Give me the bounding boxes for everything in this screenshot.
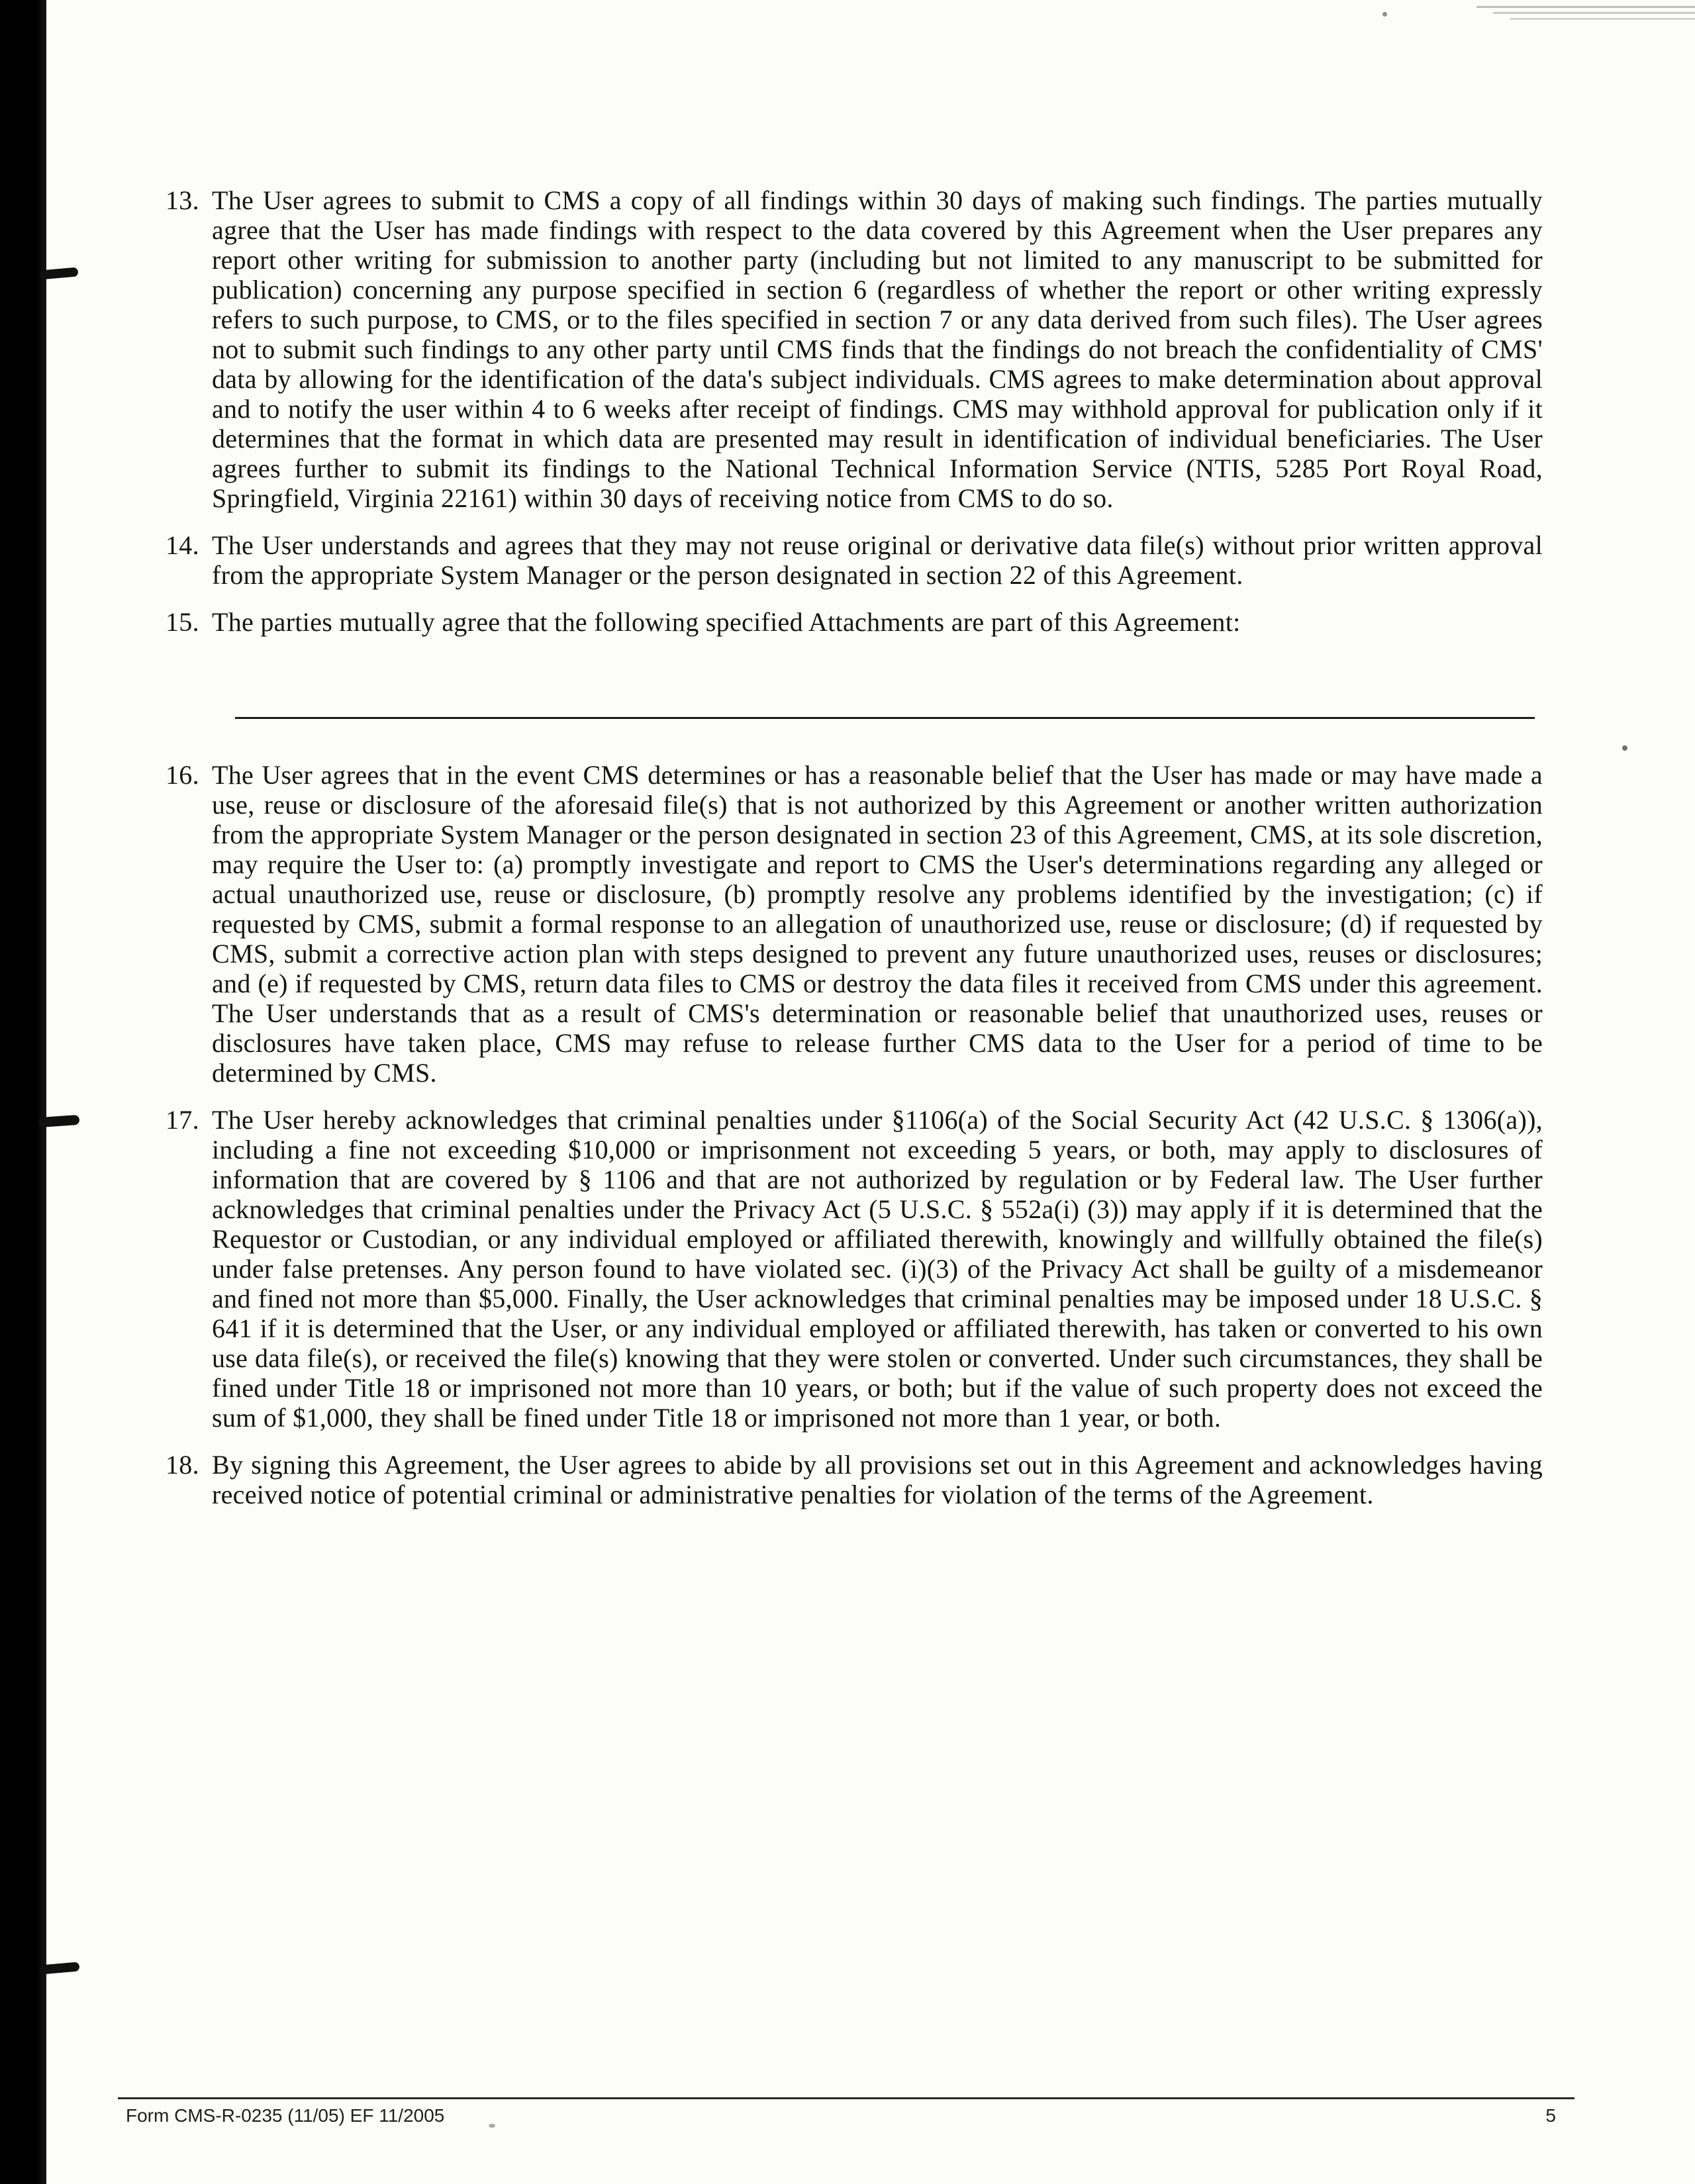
page-footer: [126, 2105, 1556, 2126]
agreement-item-17: [166, 1105, 1543, 1433]
item-text: The User agrees to submit to CMS a copy of all findings within 30 days of making such findings. The parties mutually agree that the User has made findings with respect to the data covered by this Agreement when the User prepares any report other writing for submission to another party (including but not limited to any manuscript to be submitted for publication) concerning any purpose specified in section 6 (regardless of whether the report or other writing expressly refers to such purpose, to CMS, or to the files specified in section 7 or any data derived from such files). The User agrees not to submit such findings to any other party until CMS finds that the findings do not breach the confidentiality of CMS' data by allowing for the identification of the data's subject individuals. CMS agrees to make determination about approval and to notify the user within 4 to 6 weeks after receipt of findings. CMS may withhold approval for publication only if it determines that the format in which data are presented may result in identification of individual beneficiaries. The User agrees further to submit its findings to the National Technical Information Service (NTIS, 5285 Port Royal Road, Springfield, Virginia 22161) within 30 days of receiving notice from CMS to do so.: [212, 185, 1543, 513]
item-number: 13.: [166, 185, 199, 215]
scan-line: [1477, 6, 1695, 8]
attachment-blank-space: [166, 654, 1543, 717]
scan-artifact-mark: [38, 1115, 80, 1127]
item-number: 14.: [166, 530, 199, 560]
scan-line: [1510, 18, 1695, 20]
footer-page-number: 5: [1545, 2105, 1556, 2126]
scan-speck: [1622, 745, 1627, 751]
item-number: 16.: [166, 760, 199, 790]
agreement-list: [166, 185, 1543, 1527]
agreement-item-16: [166, 760, 1543, 1088]
item-text: By signing this Agreement, the User agrees to abide by all provisions set out in this Agreement and acknowledges having received notice of potential criminal or administrative penalties for violation of the terms of the Agreement.: [212, 1450, 1543, 1509]
item-number: 15.: [166, 607, 199, 637]
attachment-fill-line: [235, 717, 1535, 719]
item-text: The User agrees that in the event CMS determines or has a reasonable belief that the User has made or may have made a use, reuse or disclosure of the aforesaid file(s) that is not authorized by this Agreement or another written authorization from the appropriate System Manager or the person designated in section 23 of this Agreement, CMS, at its sole discretion, may require the User to: (a) promptly investigate and report to CMS the User's determinations regarding any alleged or actual unauthorized use, reuse or disclosure, (b) promptly resolve any problems identified by the investigation; (c) if requested by CMS, submit a formal response to an allegation of unauthorized use, reuse or disclosure; (d) if requested by CMS, submit a corrective action plan with steps designed to prevent any future unauthorized uses, reuses or disclosures; and (e) if requested by CMS, return data files to CMS or destroy the data files it received from CMS under this agreement. The User understands that as a result of CMS's determination or reasonable belief that unauthorized uses, reuses or disclosures have taken place, CMS may refuse to release further CMS data to the User for a period of time to be determined by CMS.: [212, 760, 1543, 1088]
agreement-item-15: [166, 607, 1543, 637]
scan-line: [1493, 12, 1695, 14]
footer-form-id: Form CMS-R-0235 (11/05) EF 11/2005: [126, 2105, 445, 2126]
footer-rule: [118, 2097, 1574, 2099]
scan-speck: [1382, 12, 1387, 17]
agreement-item-18: [166, 1450, 1543, 1509]
item-text: The User understands and agrees that they may not reuse original or derivative data file(s) without prior written approval from the appropriate System Manager or the person designated in section 22 of this Agreement.: [212, 530, 1543, 590]
agreement-item-13: [166, 185, 1543, 513]
item-text: The parties mutually agree that the following specified Attachments are part of this Agreement:: [212, 607, 1241, 637]
corner-scan-lines: [1477, 2, 1695, 24]
agreement-item-14: [166, 530, 1543, 590]
item-number: 17.: [166, 1105, 199, 1135]
item-text: The User hereby acknowledges that criminal penalties under §1106(a) of the Social Security Act (42 U.S.C. § 1306(a)), including a fine not exceeding $10,000 or imprisonment not exceeding 5 years, or both, may apply to disclosures of information that are covered by § 1106 and that are not authorized by regulation or by Federal law. The User further acknowledges that criminal penalties under the Privacy Act (5 U.S.C. § 552a(i) (3)) may apply if it is determined that the Requestor or Custodian, or any individual employed or affiliated therewith, knowingly and willfully obtained the file(s) under false pretenses. Any person found to have violated sec. (i)(3) of the Privacy Act shall be guilty of a misdemeanor and fined not more than $5,000. Finally, the User acknowledges that criminal penalties may be imposed under 18 U.S.C. § 641 if it is determined that the User, or any individual employed or affiliated therewith, has taken or converted to his own use data file(s), or received the file(s) knowing that they were stolen or converted. Under such circumstances, they shall be fined under Title 18 or imprisoned not more than 10 years, or both; but if the value of such property does not exceed the sum of $1,000, they shall be fined under Title 18 or imprisoned not more than 1 year, or both.: [212, 1105, 1543, 1433]
scan-edge-bar: [0, 0, 46, 2184]
item-number: 18.: [166, 1450, 199, 1480]
